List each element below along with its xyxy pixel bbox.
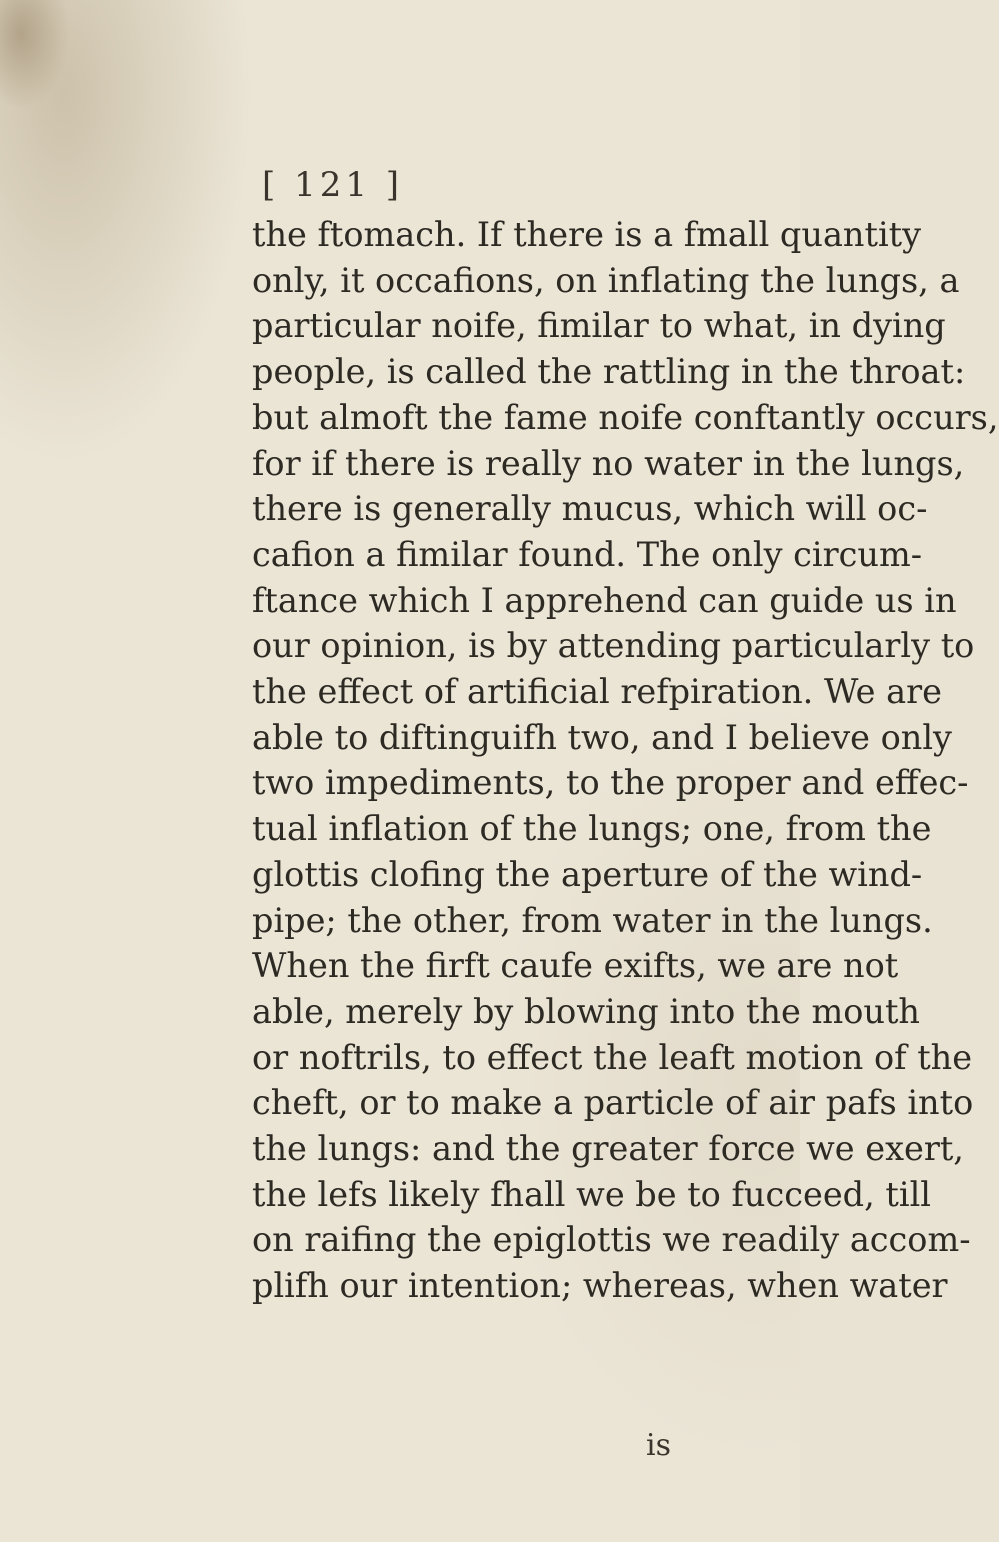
- text-line: two impediments, to the proper and effec-: [252, 763, 969, 803]
- text-line: for if there is really no water in the lungs,: [252, 443, 965, 483]
- text-line: plifh our intention; whereas, when water: [252, 1266, 948, 1306]
- text-line: our opinion, is by attending particularly to: [252, 626, 975, 666]
- text-line: ftance which I apprehend can guide us in: [252, 580, 957, 620]
- text-line: cafion a fimilar found. The only circum-: [252, 534, 923, 574]
- corner-stain: [0, 0, 70, 110]
- text-line: the lungs: and the greater force we exert,: [252, 1129, 964, 1169]
- text-line: glottis clofing the aperture of the wind-: [252, 854, 923, 894]
- text-line: When the firft caufe exifts, we are not: [252, 946, 899, 986]
- body-text: [252, 212, 999, 1309]
- text-line: people, is called the rattling in the throat:: [252, 352, 966, 392]
- text-line: cheft, or to make a particle of air pafs into: [252, 1083, 974, 1123]
- text-line: able, merely by blowing into the mouth: [252, 991, 921, 1031]
- text-line: the lefs likely fhall we be to fucceed, till: [252, 1174, 931, 1214]
- text-line: pipe; the other, from water in the lungs.: [252, 900, 933, 940]
- text-line: the ftomach. If there is a fmall quantity: [252, 215, 922, 254]
- text-line: able to diftinguifh two, and I believe only: [252, 717, 952, 757]
- page-number: [ 121 ]: [262, 165, 404, 205]
- text-line: but almoft the fame noife conftantly occurs,: [252, 397, 999, 437]
- text-line: tual inflation of the lungs; one, from the: [252, 809, 932, 849]
- text-line: particular noife, fimilar to what, in dying: [252, 306, 946, 346]
- text-line: there is generally mucus, which will oc-: [252, 489, 928, 529]
- catchword: is: [646, 1428, 671, 1463]
- text-line: only, it occafions, on inflating the lungs, a: [252, 260, 960, 300]
- text-line: on raifing the epiglottis we readily accom-: [252, 1220, 971, 1260]
- text-line: the effect of artificial refpiration. We are: [252, 672, 942, 712]
- text-line: or noftrils, to effect the leaft motion of the: [252, 1037, 973, 1077]
